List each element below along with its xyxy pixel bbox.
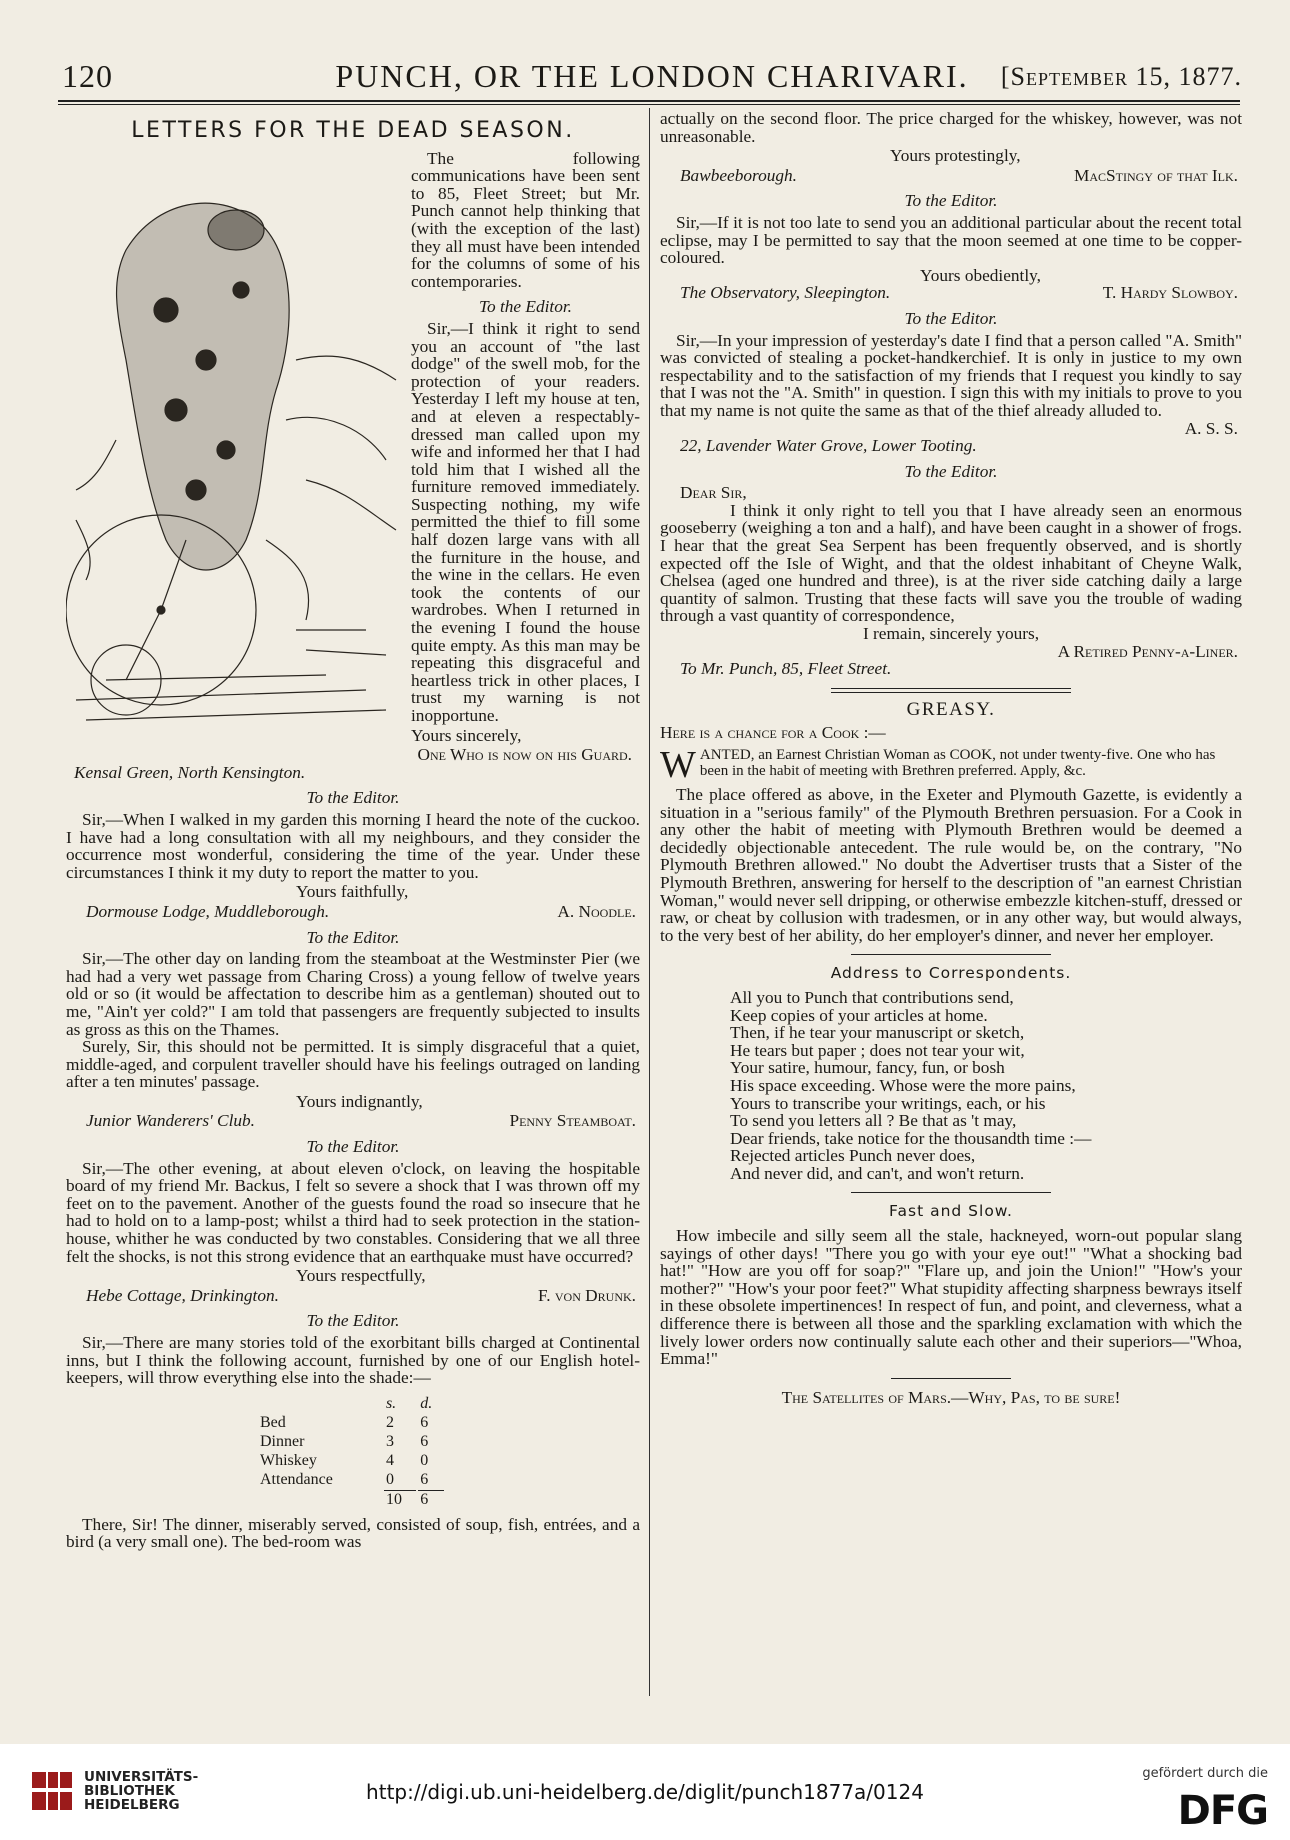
poem-line: He tears but paper ; does not tear your wit, bbox=[730, 1040, 1025, 1060]
letter-signature: A. S. S. bbox=[1184, 418, 1238, 438]
poem-line: Yours to transcribe your writings, each, or his bbox=[730, 1093, 1046, 1113]
letter-signature: Penny Steamboat. bbox=[509, 1111, 636, 1131]
poem-line: All you to Punch that contributions send, bbox=[730, 987, 1014, 1007]
article-title: LETTERS FOR THE DEAD SEASON. bbox=[131, 118, 575, 143]
bill-total-pence: 6 bbox=[418, 1490, 444, 1508]
header-rule-thin bbox=[58, 104, 1240, 105]
poem-line: Then, if he tear your manuscript or sketch, bbox=[730, 1023, 1025, 1043]
ad-text: ANTED, an Earnest Christian Woman as COOK, not under twenty-five. One who has been in the habit of meeting with Brethren preferred. Apply, &c. bbox=[699, 747, 1216, 779]
section-divider bbox=[831, 688, 1071, 693]
letter-place: Kensal Green, North Kensington. bbox=[74, 762, 306, 782]
poem-line: His space exceeding. Whose were the more pains, bbox=[730, 1075, 1076, 1095]
poem-line: To send you letters all ? Be that as 't may, bbox=[730, 1111, 1017, 1131]
letter-body: Sir,—The other evening, at about eleven o'clock, on leaving the hospitable board of my friend Mr. Backus, I felt so severe a shock that I was thrown off my feet on to the pavement. Another of the guests found the road so insecure that he had to hold on to a lamp-post; whilst a third had to seek protection in the station-house, whither he was conducted by two constables. Considering that we all three felt the shocks, is not this strong evidence that an earthquake must have occurred? bbox=[66, 1158, 640, 1266]
bill-pence: 0 bbox=[420, 1451, 429, 1469]
poem bbox=[660, 989, 1242, 1183]
column-divider bbox=[649, 108, 650, 1696]
article-body: How imbecile and silly seem all the stale, hackneyed, worn-out popular slang sayings of other days! "There you go with your eye out!" "What a shocking bad hat!" "How are you off for soap?" "Flare up, and join the Union!" "How's your mother?" "How's your poor feet?" What stupidity affecting sharpness bewrays itself in these obsolete impertinences! In respect of fun, and point, and cleverness, what a difference there is between all those and the sparkling exclamation with which the lively lower orders now continually salute each other and their superiors—"Whoa, Emma!" bbox=[660, 1226, 1242, 1369]
library-name-line: HEIDELBERG bbox=[84, 1797, 180, 1813]
intro-paragraph: The following communications have been sent to 85, Fleet Street; but Mr. Punch cannot help thinking that (with the exception of the last) they all must have been intended for the columns of some of his contemporaries. bbox=[411, 148, 640, 291]
letter-body: Surely, Sir, this should not be permitted. It is simply disgraceful that a quiet, middle-aged, and corpulent traveller should have his feelings outraged on landing after a ten minutes' passage. bbox=[66, 1037, 640, 1092]
poem-line: Dear friends, take notice for the thousandth time :— bbox=[730, 1128, 1092, 1148]
bill-shillings: 2 bbox=[385, 1413, 394, 1431]
editor-heading: To the Editor. bbox=[306, 1311, 400, 1331]
bill-item: Whiskey bbox=[260, 1451, 317, 1469]
letter-closing: Yours faithfully, bbox=[296, 882, 409, 902]
bill-pence: 6 bbox=[420, 1413, 429, 1431]
bill-pence: 6 bbox=[420, 1432, 429, 1450]
left-column bbox=[66, 110, 640, 1551]
letter-signature-line bbox=[660, 167, 1242, 185]
letter-closing: Yours protestingly, bbox=[890, 146, 1021, 166]
poem-line: And never did, and can't, and won't return. bbox=[730, 1163, 1025, 1183]
header-rule bbox=[58, 100, 1240, 102]
poem-line: Your satire, humour, fancy, fun, or bosh bbox=[730, 1058, 1005, 1078]
poem-line: Keep copies of your articles at home. bbox=[730, 1005, 988, 1025]
greasy-lead: Here is a chance for a Cook :— bbox=[660, 723, 886, 743]
bill-pence-head: d. bbox=[420, 1394, 433, 1412]
letter-place: Hebe Cottage, Drinkington. bbox=[86, 1285, 279, 1305]
bill-item: Dinner bbox=[260, 1432, 305, 1450]
satellites-note: The Satellites of Mars.—Why, Pas, to be sure! bbox=[781, 1387, 1121, 1407]
masthead-title: PUNCH, OR THE LONDON CHARIVARI. bbox=[335, 58, 969, 94]
letter-signature: A. Noodle. bbox=[557, 901, 636, 921]
letter-place: 22, Lavender Water Grove, Lower Tooting. bbox=[680, 436, 977, 456]
advertisement bbox=[660, 744, 1242, 786]
bill-total-row bbox=[258, 1490, 444, 1508]
letter-signature: One Who is now on his Guard. bbox=[417, 745, 632, 765]
page-number: 120 bbox=[62, 58, 113, 94]
permalink-url[interactable]: http://digi.ub.uni-heidelberg.de/diglit/punch1877a/0124 bbox=[366, 1780, 924, 1804]
address-title: Address to Correspondents. bbox=[830, 964, 1072, 983]
poem-line: Rejected articles Punch never does, bbox=[730, 1146, 976, 1166]
hotel-bill bbox=[256, 1393, 446, 1510]
letter-body: Sir,—In your impression of yesterday's date I find that a person called "A. Smith" was convicted of stealing a pocket-handkerchief. It is only in justice to my own respectability and to the satisfaction of my friends that I request you kindly to say that I was not the "A. Smith" in question. I sign this with my initials to prove to you that my name is not quite the same as that of the thief already alluded to. bbox=[660, 330, 1242, 420]
letter-signature-line bbox=[66, 903, 640, 921]
letter-signature-line bbox=[66, 1112, 640, 1130]
bill-item: Bed bbox=[260, 1413, 286, 1431]
letter-closing: I remain, sincerely yours, bbox=[862, 624, 1040, 644]
letter-body: There, Sir! The dinner, miserably served, consisted of soup, fish, entrées, and a bird (a very small one). The bed-room was bbox=[66, 1514, 640, 1552]
letter-body: I think it only right to tell you that I have already seen an enormous gooseberry (weighing a ton and a half), and have been caught in a shower of frogs. I hear that the great Sea Serpent has been frequently observed, and is shortly expected off the Isle of Wight, and that the oldest inhabitant of Cheyne Walk, Chelsea (aged one hundred and three), is at the river side catching daily a large quantity of salmon. Trusting that these facts will save you the trouble of wading through a vast quantity of correspondence, bbox=[660, 500, 1242, 626]
letter-body: Sir,—When I walked in my garden this morning I heard the note of the cuckoo. I have had a long consultation with all my neighbours, and they consider the occurrence most wonderful, considering the time of the year. Under these circumstances I think it my duty to report the matter to you. bbox=[66, 809, 640, 882]
letter-body: Sir,—I think it right to send you an account of "the last dodge" of the swell mob, for the protection of your readers. Yesterday I left my house at ten, and at eleven a respectably-dressed man called upon my wife and informed her that I had told him that I wished all the furniture removed immediately. Suspecting nothing, my wife permitted the thief to fill some half dozen large vans with all the furniture in the house, and the wine in the cellars. He even took the contents of our wardrobes. When I returned in the evening I found the house quite empty. As this man may be repeating this disgraceful and heartless trick in other places, I trust my warning is not inopportune. bbox=[411, 318, 640, 725]
section-divider bbox=[851, 1192, 1051, 1193]
letter-place: The Observatory, Sleepington. bbox=[680, 283, 891, 303]
bill-row bbox=[258, 1452, 444, 1469]
editor-heading: To the Editor. bbox=[904, 461, 998, 481]
dfg-logo: DFG bbox=[1177, 1788, 1268, 1834]
digitization-footer bbox=[0, 1744, 1290, 1840]
letter-salutation: Dear Sir, bbox=[680, 483, 747, 503]
bill-shillings: 3 bbox=[385, 1432, 394, 1450]
bill-header bbox=[258, 1395, 444, 1412]
bill-shillings: 0 bbox=[385, 1470, 394, 1488]
library-name-line: BIBLIOTHEK bbox=[84, 1783, 175, 1799]
page-header bbox=[62, 58, 1242, 102]
bill-shillings-head: s. bbox=[385, 1394, 397, 1412]
letter-place: Dormouse Lodge, Muddleborough. bbox=[86, 901, 330, 921]
bill-total-shillings: 10 bbox=[384, 1490, 416, 1508]
letter-signature-line bbox=[66, 1287, 640, 1305]
letter-signature: MacStingy of that Ilk. bbox=[1073, 165, 1238, 185]
section-divider bbox=[851, 954, 1051, 955]
funding-note: gefördert durch die bbox=[1142, 1766, 1268, 1781]
letter-signature: T. Hardy Slowboy. bbox=[1102, 283, 1238, 303]
article-body: The place offered as above, in the Exeter and Plymouth Gazette, is evidently a situation in a "serious family" of the Plymouth Brethren persuasion. For a Cook in any other the habit of meeting with Plymouth Brethren would be deemed a decidedly objectionable antecedent. The rule would be, on the contrary, "No Plymouth Brethren allowed." No doubt the Advertiser trusts that a Sister of the Plymouth Brethren, answering for herself to the description of "an earnest Christian Woman," would never sell dripping, or otherwise embezzle kitchen-stuff, dressed or raw, or cheat by collusion with tradesmen, or in any other way, but would always, to the very best of her ability, do her employer's dinner, and never her employer. bbox=[660, 785, 1242, 945]
issue-date: [September 15, 1877. bbox=[1000, 62, 1242, 91]
editor-heading: To the Editor. bbox=[306, 927, 400, 947]
editor-heading: To the Editor. bbox=[306, 1137, 400, 1157]
editor-heading: To the Editor. bbox=[904, 191, 998, 211]
editor-heading: To the Editor. bbox=[904, 308, 998, 328]
letter-closing: Yours sincerely, bbox=[411, 725, 522, 745]
library-name-line: UNIVERSITÄTS- bbox=[84, 1769, 199, 1785]
section-divider bbox=[891, 1378, 1011, 1379]
letter-body: Sir,—There are many stories told of the exorbitant bills charged at Continental inns, but I think the following account, furnished by one of our English hotel-keepers, will throw everything else into the shade:— bbox=[66, 1333, 640, 1388]
letter-closing: Yours indignantly, bbox=[296, 1091, 423, 1111]
letter-closing: Yours obediently, bbox=[920, 265, 1041, 285]
letter-body: Sir,—If it is not too late to send you an additional particular about the recent total eclipse, may I be permitted to say that the moon seemed at one time to be copper-coloured. bbox=[660, 212, 1242, 268]
bill-item: Attendance bbox=[260, 1470, 333, 1488]
editor-heading: To the Editor. bbox=[479, 297, 572, 317]
letter-continuation: actually on the second floor. The price charged for the whiskey, however, was not unreasonable. bbox=[660, 109, 1242, 146]
letter-place: Bawbeeborough. bbox=[680, 165, 797, 185]
greasy-title: GREASY. bbox=[906, 698, 996, 720]
right-column bbox=[660, 110, 1242, 1406]
letter-signature: A Retired Penny-a-Liner. bbox=[1057, 641, 1238, 661]
fast-slow-title: Fast and Slow. bbox=[889, 1202, 1013, 1221]
bill-pence: 6 bbox=[420, 1470, 429, 1488]
bill-row bbox=[258, 1414, 444, 1431]
bill-shillings: 4 bbox=[385, 1451, 394, 1469]
editor-heading: To the Editor. bbox=[306, 788, 400, 808]
frog-on-bicycle-illustration bbox=[66, 160, 401, 740]
letter-signature: F. von Drunk. bbox=[538, 1285, 636, 1305]
letter-closing: Yours respectfully, bbox=[296, 1266, 426, 1286]
ad-initial: W bbox=[660, 744, 696, 786]
bill-row bbox=[258, 1471, 444, 1488]
bill-row bbox=[258, 1433, 444, 1450]
letter-body: Sir,—The other day on landing from the steamboat at the Westminster Pier (we had had a very wet passage from Charing Cross) a young fellow of twelve years old or so (it would be affectation to describe him as a gentleman) shouted out to me, "Ain't yer cold?" I am told that passengers are frequently subjected to insults as gross as this on the Thames. bbox=[66, 949, 640, 1039]
letter-addressee: To Mr. Punch, 85, Fleet Street. bbox=[680, 659, 892, 679]
letter-signature-line bbox=[660, 284, 1242, 302]
letter-place: Junior Wanderers' Club. bbox=[86, 1111, 255, 1131]
